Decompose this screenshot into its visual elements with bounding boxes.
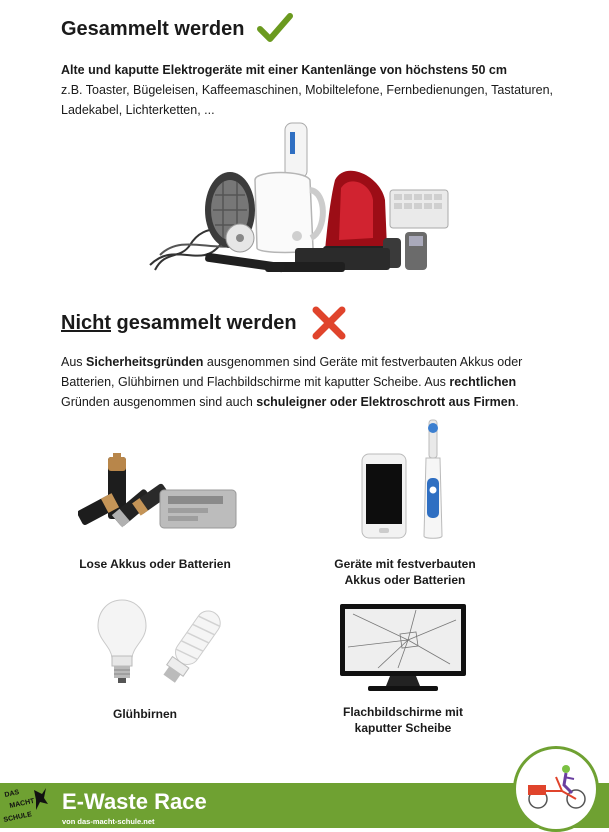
heading-not-rest: gesammelt werden — [111, 312, 297, 334]
text-segment: Aus — [61, 355, 87, 369]
batteries-image — [78, 452, 243, 537]
caption-lightbulbs — [40, 706, 250, 722]
caption-line-2: kaputter Scheibe — [354, 721, 452, 735]
cargo-bike-badge — [513, 746, 599, 832]
caption-line-1: Flachbildschirme mit — [342, 705, 464, 719]
bold-companies: schuleigner oder Elektroschrott aus Firmen — [256, 395, 516, 409]
text-segment: Batterien, Glühbirnen und Flachbildschirme mit kaputter Scheibe. Aus — [61, 375, 450, 389]
bold-safety: Sicherheitsgründen — [86, 355, 204, 369]
logo-text-2: MACHT — [8, 797, 36, 810]
heading-not-collected — [61, 312, 297, 335]
broken-monitor-image — [338, 602, 468, 694]
cargo-bike-image — [516, 749, 596, 829]
collected-lead: Alte und kaputte Elektrogeräte mit einer Kantenlänge von höchstens 50 cm — [61, 63, 507, 77]
toothbrush-image — [418, 418, 448, 540]
heading-collected: Gesammelt werden — [61, 18, 245, 40]
not-collected-line-3 — [61, 392, 561, 412]
not-collected-line-2 — [61, 372, 561, 392]
energy-saving-bulb-image — [150, 602, 230, 692]
text-segment: Gründen ausgenommen sind auch — [61, 395, 257, 409]
lightbulb-image — [95, 598, 150, 686]
caption-flatscreens — [298, 704, 508, 736]
footer-title: E-Waste Race — [62, 789, 207, 814]
caption-line-1: Geräte mit festverbauten — [334, 557, 476, 571]
heading-not-underlined: Nicht — [61, 312, 111, 334]
collected-description — [61, 60, 561, 120]
checkmark-icon — [257, 12, 293, 44]
text-segment: . — [515, 395, 519, 409]
cross-icon — [311, 306, 347, 340]
caption-line-1: Lose Akkus oder Batterien — [79, 557, 231, 571]
not-collected-description — [61, 352, 561, 412]
collected-examples-2: Ladekabel, Lichterketten, ... — [61, 103, 215, 117]
logo-text-1: DAS — [3, 789, 20, 799]
caption-loose-batteries — [50, 556, 260, 572]
bold-legal: rechtlichen — [449, 375, 517, 389]
caption-line-2: Akkus oder Batterien — [344, 573, 466, 587]
footer-subtitle: von das-macht-schule.net — [62, 817, 155, 826]
logo-text-3: SCHULE — [2, 811, 33, 824]
text-segment: ausgenommen sind Geräte mit festverbauten Akkus oder — [203, 355, 523, 369]
not-collected-line-1 — [61, 352, 561, 372]
caption-built-in-batteries — [300, 556, 510, 588]
smartphone-image — [360, 452, 410, 542]
electronics-pile-image — [145, 120, 455, 285]
collected-examples-1: z.B. Toaster, Bügeleisen, Kaffeemaschinen, Mobiltelefone, Fernbedienungen, Tastaturen, — [61, 83, 553, 97]
caption-line-1: Glühbirnen — [113, 707, 177, 721]
das-macht-schule-logo — [2, 786, 50, 826]
